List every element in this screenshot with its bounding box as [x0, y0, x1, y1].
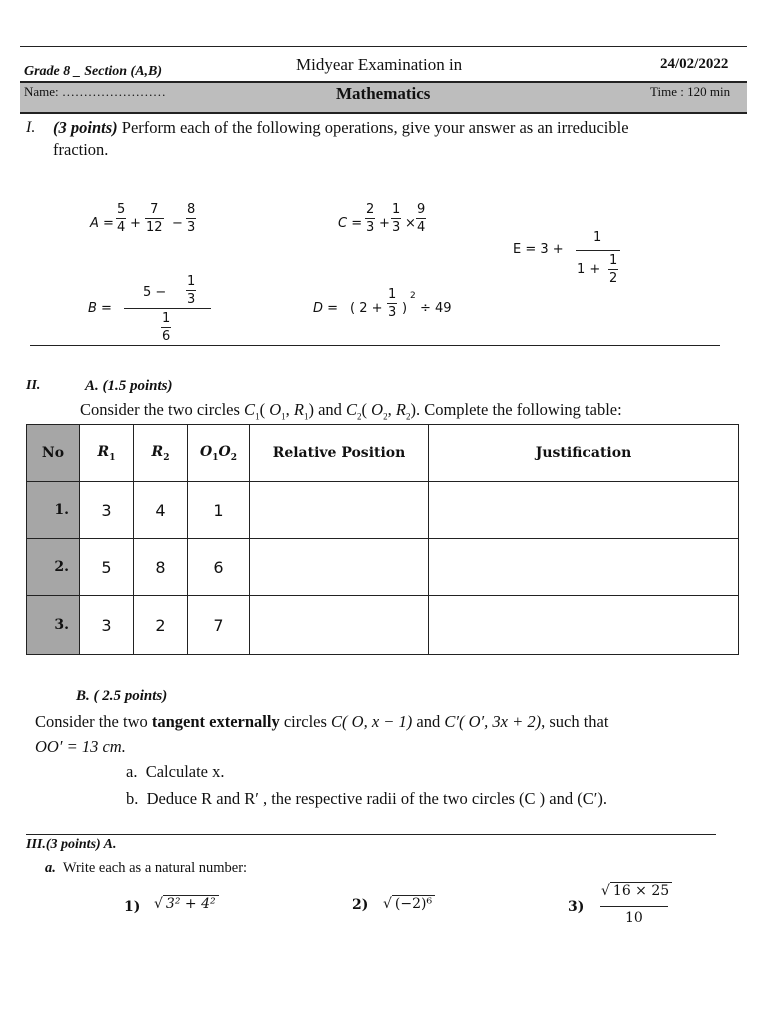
expr-e-num: 1: [593, 230, 602, 245]
table-row: [27, 596, 739, 655]
exam-title: Midyear Examination in: [296, 55, 463, 74]
part2-b-item-a: a. Calculate x.: [126, 762, 225, 781]
row-relative-position[interactable]: [250, 482, 429, 539]
table-row: [27, 539, 739, 596]
expr-a: [90, 216, 114, 231]
col-header-no: No: [27, 425, 80, 482]
part1-instruction: [53, 117, 743, 161]
part1-points: (3 points): [53, 118, 118, 137]
row-no: 2.: [27, 539, 80, 596]
expr-d-close: ): [402, 301, 408, 316]
row-r2: 8: [134, 539, 188, 596]
expr-c-op2: ×: [405, 216, 416, 231]
exam-date: 24/02/2022: [660, 56, 729, 72]
part1-bottom-rule: [30, 345, 720, 346]
row-relative-position[interactable]: [250, 596, 429, 655]
col-header-r2: $R_2$: [134, 425, 188, 482]
part2-instruction-end: . Complete the following table:: [415, 400, 622, 419]
expr-d-frac: 1 3: [388, 287, 397, 320]
q3-bar: [600, 906, 668, 907]
expr-d-exp: 2: [410, 291, 416, 301]
row-no: 3.: [27, 596, 80, 655]
grade-section: Grade 8 _ Section (A,B): [24, 64, 163, 79]
circle-table: [26, 424, 739, 655]
exam-time: Time : 120 min: [650, 84, 731, 99]
row-r2: 2: [134, 596, 188, 655]
row-justification[interactable]: [429, 539, 739, 596]
part2-section-b: B. ( 2.5 points): [76, 688, 168, 704]
expr-a-op2: −: [172, 216, 183, 231]
row-justification[interactable]: [429, 596, 739, 655]
q1-label: 1): [124, 899, 141, 915]
expr-b-num-frac: 1 3: [187, 274, 196, 307]
expr-d-open: ( 2 +: [350, 301, 383, 316]
col-header-o1o2: $O_1O_2$: [188, 425, 250, 482]
part2-b-line2: OO′ = 13 cm.: [35, 737, 126, 756]
col-header-r1: $R_1$: [80, 425, 134, 482]
row-r2: 4: [134, 482, 188, 539]
subject-title: Mathematics: [336, 84, 431, 103]
part2-instruction-and: and: [318, 400, 342, 419]
q3-label: 3): [568, 899, 585, 915]
row-distance: 6: [188, 539, 250, 596]
tangent-externally: tangent externally: [151, 712, 280, 731]
expr-c-op1: +: [379, 216, 390, 231]
expr-e-inner-frac: 1 2: [609, 253, 618, 286]
expr-b-label: B =: [88, 301, 112, 316]
part3-heading: III.(3 points) A.: [26, 837, 117, 852]
expr-c-frac1: 2 3: [366, 202, 375, 235]
table-header-row: [27, 425, 739, 482]
expr-e-bar: [576, 250, 620, 251]
expr-c-frac2: 1 3: [392, 202, 401, 235]
col-header-relative-position: Relative Position: [250, 425, 429, 482]
part2-bottom-rule: [26, 834, 716, 835]
row-distance: 7: [188, 596, 250, 655]
part1-instruction-line1: Perform each of the following operations, give your answer as an irreducible: [121, 118, 629, 137]
expr-a-op1: +: [130, 216, 141, 231]
q1-expression: √ 3² + 4²: [154, 896, 219, 912]
row-relative-position[interactable]: [250, 539, 429, 596]
expr-e-label: E = 3 +: [513, 242, 564, 257]
expr-d-label: D =: [313, 301, 339, 316]
part2-number: II.: [26, 378, 41, 393]
expr-b-den-frac: 1 6: [162, 311, 171, 344]
q3-denominator: 10: [625, 910, 643, 926]
header-top-rule: [20, 46, 747, 47]
row-r1: 3: [80, 482, 134, 539]
expr-b-num-prefix: 5 −: [143, 285, 167, 300]
q3-numerator: √ 16 × 25: [601, 883, 672, 899]
expr-c-frac3: 9 4: [417, 202, 426, 235]
row-r1: 3: [80, 596, 134, 655]
expr-a-frac3: 8 3: [187, 202, 196, 235]
expr-a-frac2: 7 12: [146, 202, 163, 235]
part1-number: I.: [26, 119, 36, 136]
part2-instruction-text: Consider the two circles: [80, 400, 240, 419]
expr-a-frac1: 5 4: [117, 202, 126, 235]
name-field: Name: ……………………: [24, 84, 166, 99]
part3-item-a: a. Write each as a natural number:: [45, 860, 248, 876]
q2-label: 2): [352, 897, 369, 913]
part2-instruction: Consider the two circles $C_1$( $O_1$, $R_1$) and $C_2$( $O_2$, $R_2$). Complete the following table:: [80, 400, 622, 422]
table-row: [27, 482, 739, 539]
expr-b-bar: [124, 308, 211, 309]
expr-e-den-prefix: 1 +: [577, 262, 601, 277]
row-justification[interactable]: [429, 482, 739, 539]
part2-b-item-b: b. Deduce R and R′ , the respective radii of the two circles (C ) and (C′).: [126, 789, 607, 808]
part2-section-a: A. (1.5 points): [85, 378, 173, 394]
expr-a-label: A =: [90, 216, 114, 231]
part1-instruction-line2: fraction.: [53, 140, 109, 159]
row-no: 1.: [27, 482, 80, 539]
expr-d-rest: ÷ 49: [420, 301, 452, 316]
col-header-justification: Justification: [429, 425, 739, 482]
part2-b-line1: Consider the two tangent externally circles C( O, x − 1) and C′( O′, 3x + 2), such that: [35, 712, 609, 731]
expr-c-label: C =: [338, 216, 363, 231]
row-distance: 1: [188, 482, 250, 539]
row-r1: 5: [80, 539, 134, 596]
q2-expression: √ (−2)⁶: [383, 896, 435, 912]
